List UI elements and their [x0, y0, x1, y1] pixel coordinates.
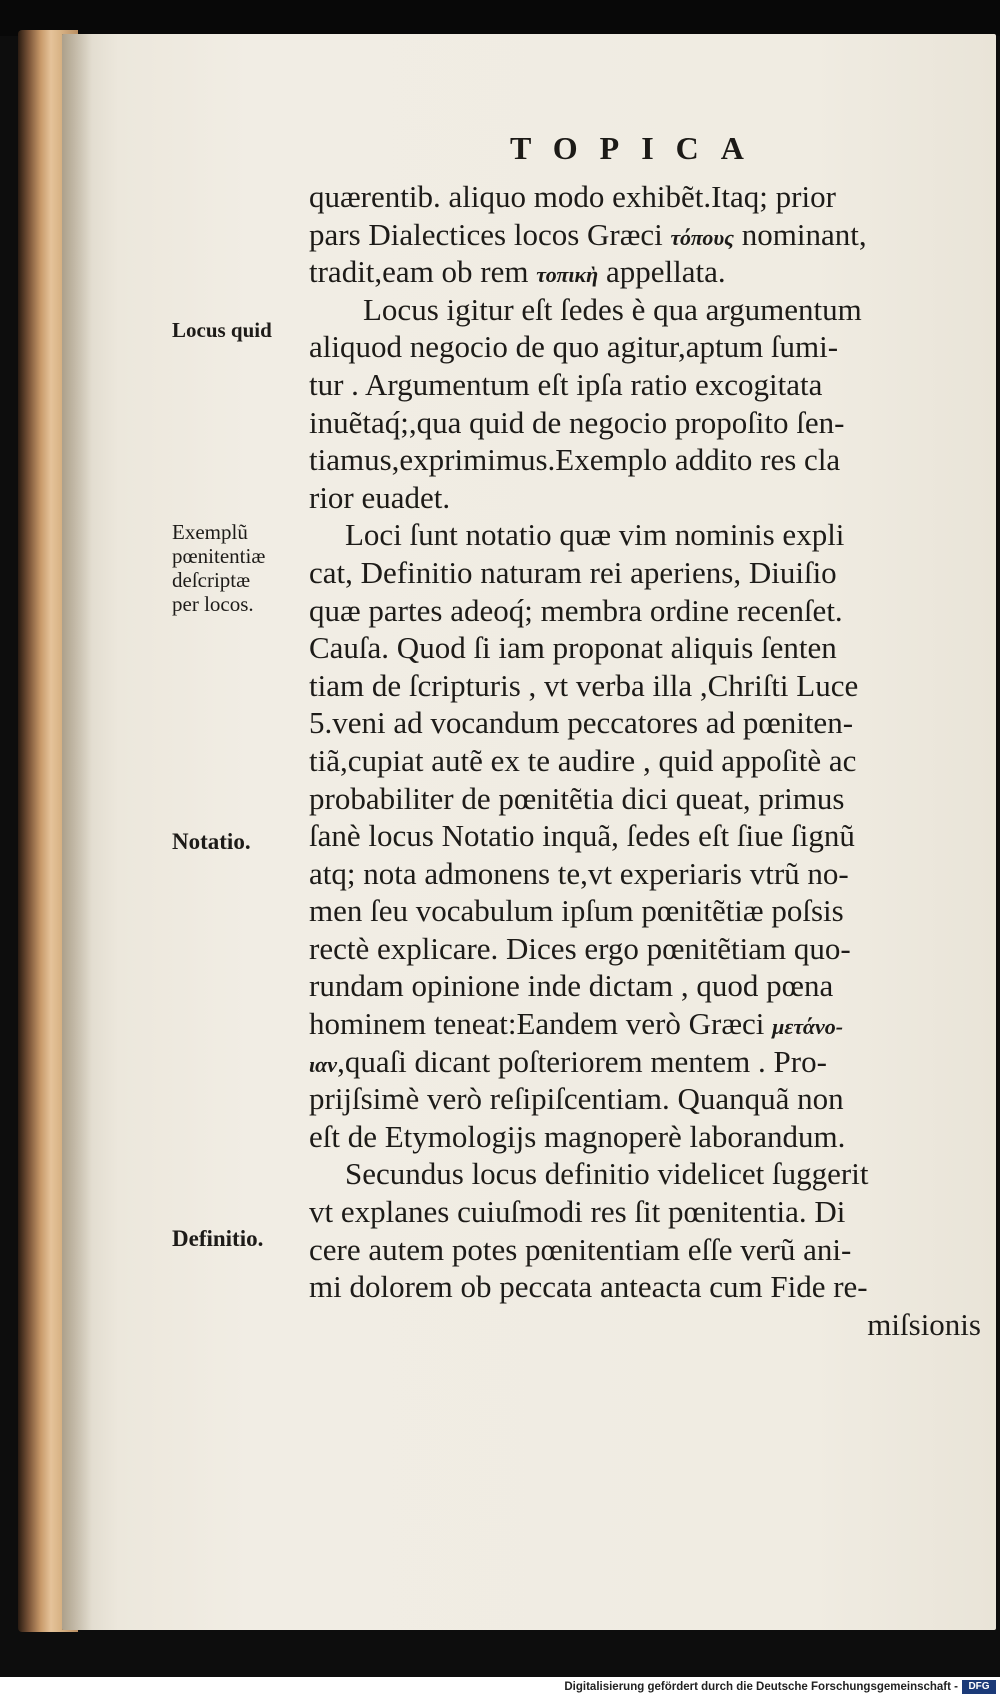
- text-line: tiam de ſcripturis , vt verba illa ,Chriſti Luce: [309, 667, 859, 703]
- text-line: men ſeu vocabulum ipſum pœnitẽtiæ poſsis: [309, 893, 844, 929]
- text-line: probabiliter de pœnitẽtia dici queat, primus: [309, 780, 845, 816]
- text-line-segment: appellata.: [606, 254, 726, 290]
- text-line-segment: nominant,: [741, 216, 867, 252]
- scan-frame-bottom: [0, 1632, 1000, 1677]
- margin-note-line: deſcriptæ: [172, 568, 251, 592]
- text-line: [309, 1043, 989, 1081]
- margin-note-text: Definitio.: [172, 1226, 264, 1251]
- greek-word: μετάνο-: [772, 1014, 844, 1040]
- text-line: inuẽtaq́;,qua quid de negocio propoſito ſen-: [309, 404, 845, 440]
- margin-note-text: Locus quid: [172, 318, 272, 342]
- text-line-segment: ,quaſi dicant poſteriorem mentem . Pro-: [337, 1043, 827, 1079]
- margin-note-line: Exemplũ: [172, 520, 248, 544]
- text-line: aliquod negocio de quo agitur,aptum ſumi-: [309, 329, 839, 365]
- main-text-block: [309, 178, 989, 1343]
- greek-word: τοπικὴ: [536, 262, 599, 288]
- text-line: vt explanes cuiuſmodi res ſit pœnitentia. Di: [309, 1194, 846, 1230]
- margin-note-line: per locos.: [172, 592, 254, 616]
- footer-credit: Digitalisierung gefördert durch die Deutsche Forschungsgemeinschaft -: [564, 1681, 958, 1693]
- text-line: Secundus locus definitio videlicet ſuggerit: [345, 1156, 869, 1192]
- text-line-segment: hominem teneat:Eandem verò Græci: [309, 1006, 765, 1042]
- text-line: [309, 216, 989, 254]
- text-line: [309, 253, 989, 291]
- margin-note-notatio: [172, 830, 251, 854]
- text-line: 5.veni ad vocandum peccatores ad pœniten-: [309, 705, 854, 741]
- text-line: atq; nota admonens te,vt experiaris vtrũ no-: [309, 855, 849, 891]
- greek-word: τόπους: [670, 224, 734, 250]
- text-line: quærentib. aliquo modo exhibẽt.Itaq; prior: [309, 179, 836, 214]
- margin-note-exemplum: [172, 520, 265, 616]
- text-line: cere autem potes pœnitentiam eſſe verũ ani-: [309, 1231, 852, 1267]
- text-line: tur . Argumentum eſt ipſa ratio excogitata: [309, 366, 823, 402]
- dfg-logo: DFG: [962, 1680, 996, 1694]
- gutter-shadow: [62, 34, 92, 1630]
- margin-note-line: pœnitentiæ: [172, 544, 266, 568]
- text-line: prijſsimè verò reſipiſcentiam. Quanquã non: [309, 1081, 844, 1117]
- text-line-segment: tradit,eam ob rem: [309, 254, 529, 290]
- text-line: tiamus,exprimimus.Exemplo addito res cla: [309, 442, 841, 478]
- catchword: miſsionis: [867, 1306, 981, 1342]
- text-line: tiã,cupiat autẽ ex te audire , quid appoſitè ac: [309, 742, 857, 778]
- text-line: quæ partes adeoq́; membra ordine recenſet.: [309, 592, 843, 628]
- margin-note-locus-quid: [172, 318, 272, 342]
- text-line: Loci ſunt notatio quæ vim nominis expli: [345, 517, 845, 553]
- digitization-footer: [0, 1677, 1000, 1697]
- text-line: cat, Definitio naturam rei aperiens, Diuiſio: [309, 554, 837, 590]
- margin-note-definitio: [172, 1227, 263, 1251]
- text-line: eſt de Etymologijs magnoperè laborandum.: [309, 1118, 846, 1154]
- text-line: mi dolorem ob peccata anteacta cum Fide re-: [309, 1269, 868, 1305]
- text-line-segment: pars Dialectices locos Græci: [309, 216, 663, 252]
- text-line: rectè explicare. Dices ergo pœnitẽtiam quo-: [309, 930, 851, 966]
- greek-word: ιαν: [309, 1051, 338, 1077]
- text-line: [309, 1005, 989, 1043]
- text-line: rundam opinione inde dictam , quod pœna: [309, 968, 834, 1004]
- text-line: rior euadet.: [309, 479, 451, 515]
- margin-note-text: Notatio.: [172, 829, 251, 854]
- text-line: Cauſa. Quod ſi iam proponat aliquis ſenten: [309, 630, 837, 666]
- scan-frame-top: [0, 0, 1000, 36]
- text-line: ſanè locus Notatio inquã, ſedes eſt ſiue ſignũ: [309, 818, 855, 854]
- running-header: TOPICA: [510, 130, 766, 166]
- text-line: Locus igitur eſt ſedes è qua argumentum: [363, 291, 862, 327]
